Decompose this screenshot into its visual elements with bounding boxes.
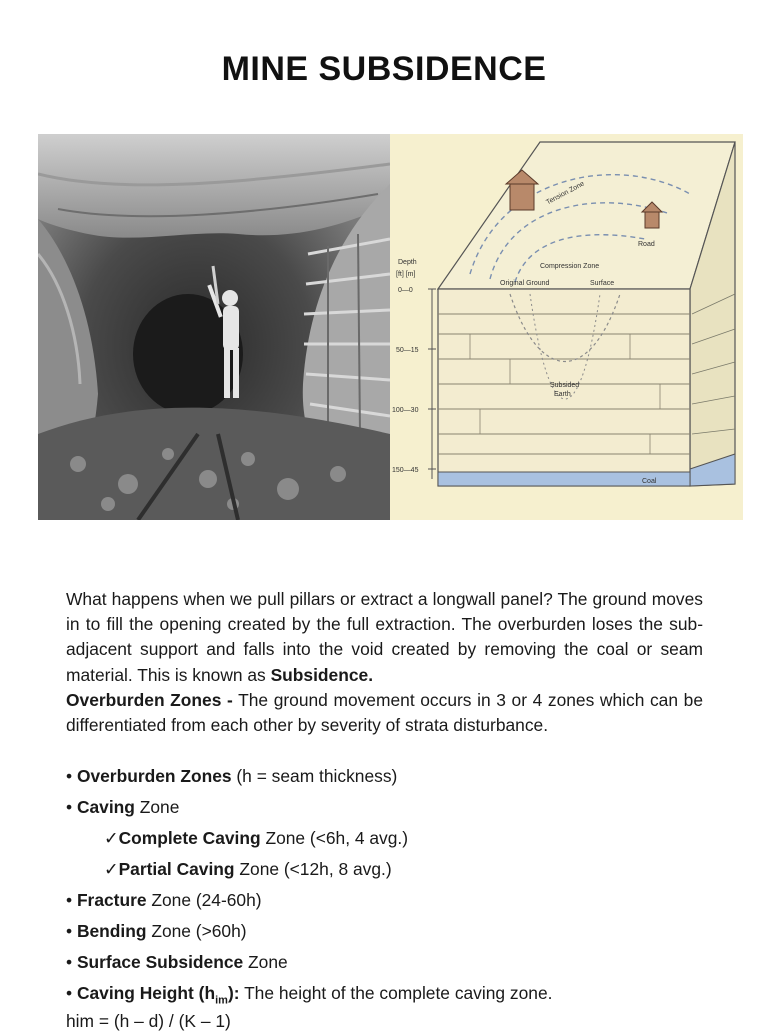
intro-bold-subsidence: Subsidence. [270, 664, 374, 685]
item-text: Zone (24-60h) [146, 890, 262, 910]
item-bold: Fracture [76, 890, 147, 910]
item-bold-b: ): [227, 983, 240, 1003]
item-bold: Surface Subsidence [76, 952, 244, 972]
list-item [104, 859, 392, 880]
page-title: MINE SUBSIDENCE [221, 50, 547, 88]
bullet: • [66, 983, 73, 1003]
bullet: • [66, 766, 73, 786]
item-bold: Partial Caving [118, 859, 235, 879]
item-text: Zone [134, 797, 180, 817]
item-bold: Complete Caving [118, 828, 261, 848]
label-tension-zone: Tension Zone [545, 180, 586, 207]
list-item [66, 983, 552, 1006]
label-compression-zone: Compression Zone [540, 263, 600, 270]
label-earth: Earth [554, 391, 571, 398]
label-surface: Surface [590, 280, 615, 287]
item-bold: Overburden Zones [76, 766, 232, 786]
item-text: Zone [243, 952, 288, 972]
bullet: • [66, 921, 73, 941]
label-depth: Depth [398, 259, 417, 266]
mine-tunnel-photo [38, 134, 390, 520]
label-original-ground: Original Ground [500, 280, 550, 287]
item-bold: Caving [76, 797, 135, 817]
list-item [66, 797, 179, 818]
item-text: (h = seam thickness) [231, 766, 398, 786]
list-item [66, 890, 262, 911]
item-text: Zone (<6h, 4 avg.) [260, 828, 409, 848]
list-item [66, 952, 288, 973]
label-depth-150: 150—45 [392, 467, 419, 474]
check-icon: ✓ [104, 828, 119, 848]
list-item [66, 921, 247, 942]
intro-text-1: What happens when we pull pillars or extract a longwall panel? The ground moves in to fill the opening created by the full extraction. The overburden loses the sub-adjacent support and falls into the void created by removing the coal or seam material. This is known as [66, 589, 703, 685]
bullet: • [66, 797, 73, 817]
subsidence-block-diagram [390, 134, 743, 520]
mine-tunnel-illustration [38, 134, 390, 520]
label-subsided: Subsided [550, 382, 580, 389]
item-text: Zone (<12h, 8 avg.) [234, 859, 392, 879]
label-depth-100: 100—30 [392, 407, 419, 414]
item-bold-a: Caving Height (h [76, 983, 216, 1003]
bullet: • [66, 952, 73, 972]
label-depth-0: 0—0 [398, 287, 413, 294]
label-road: Road [638, 241, 655, 248]
item-bold [76, 983, 240, 1007]
subsidence-diagram-svg [390, 134, 743, 520]
item-bold: Bending [76, 921, 147, 941]
item-text: Zone (>60h) [146, 921, 247, 941]
label-coal: Coal [642, 478, 657, 485]
formula-line: him = (h – d) / (K – 1) [66, 1011, 231, 1031]
intro-paragraph [66, 587, 703, 738]
label-depth-50: 50—15 [396, 347, 419, 354]
label-depth-units: [ft] [m] [396, 271, 416, 278]
item-subscript: im [215, 994, 228, 1007]
intro-bold-overburden: Overburden Zones - [66, 689, 233, 710]
intro-text-2: The ground movement occurs in 3 or 4 zones which can be differentiated from each other by severity of strata disturbance. [66, 689, 703, 736]
list-item [66, 766, 397, 787]
bullet: • [66, 890, 73, 910]
check-icon: ✓ [104, 859, 119, 879]
list-item [104, 828, 408, 849]
item-text: The height of the complete caving zone. [239, 983, 553, 1003]
